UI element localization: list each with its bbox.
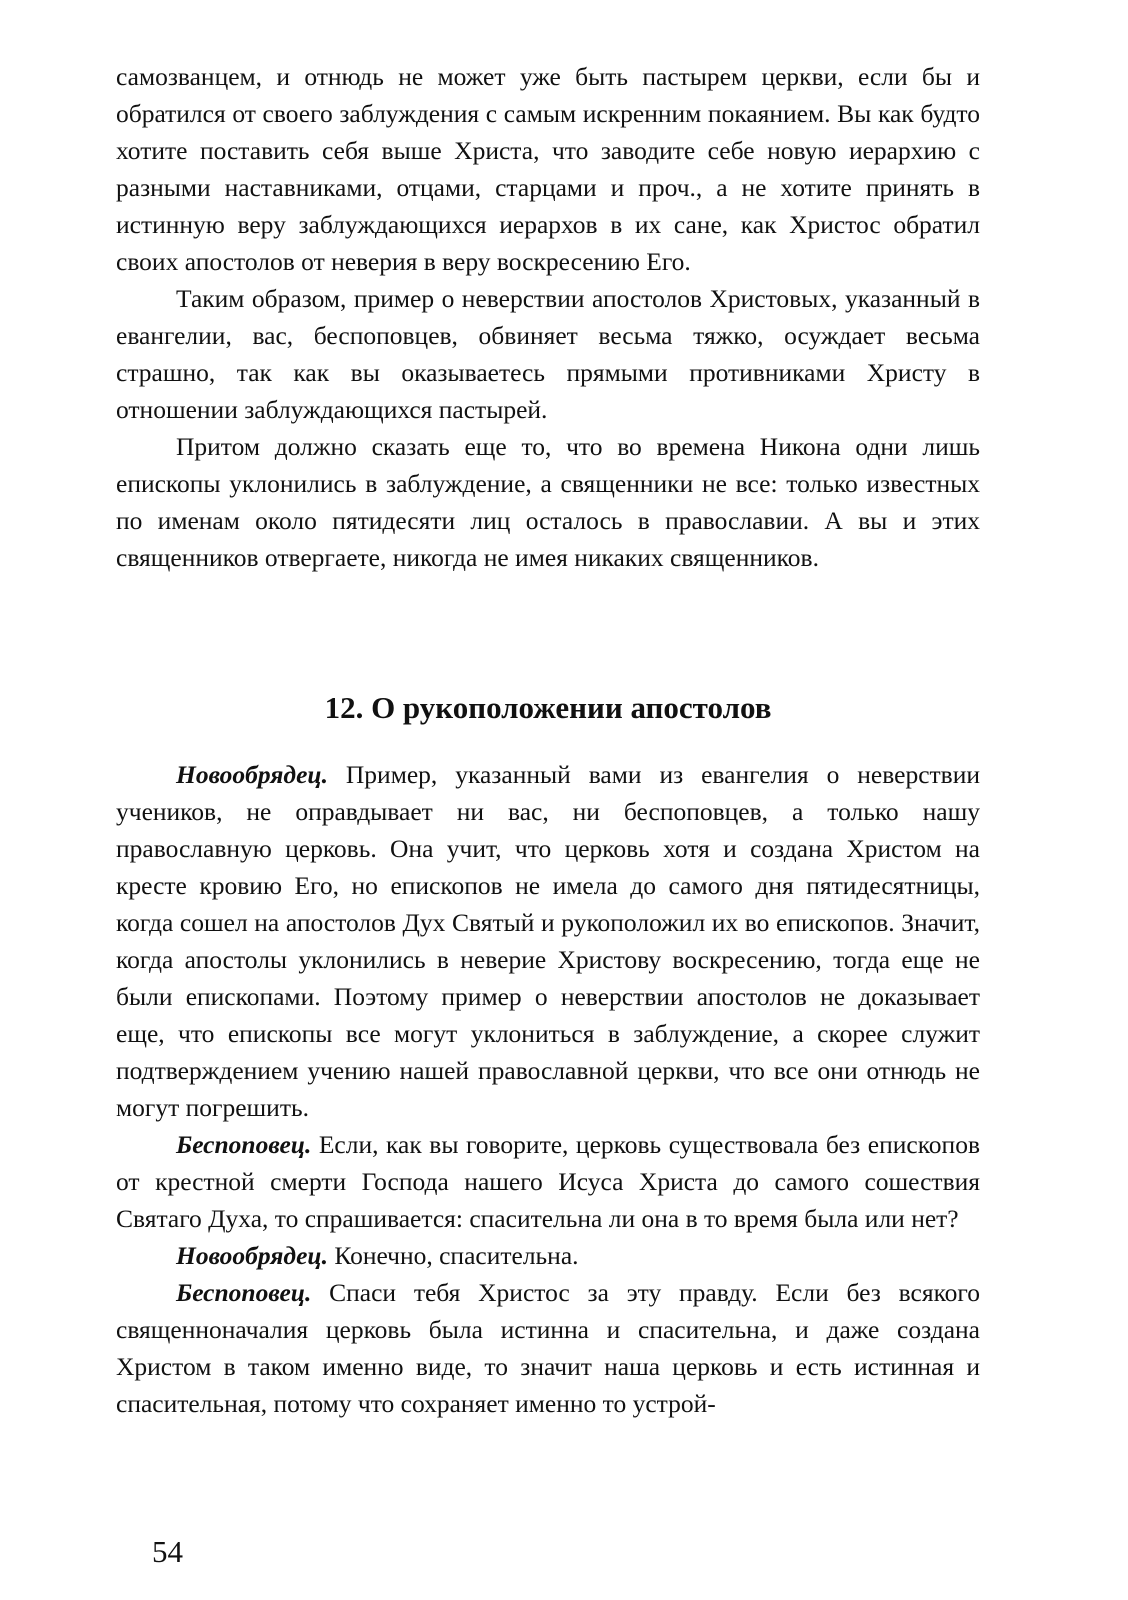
dialogue-paragraph bbox=[116, 756, 980, 1126]
speaker-label: Новообрядец. bbox=[176, 760, 328, 789]
section-heading: 12. О рукоположении апостолов bbox=[324, 690, 772, 725]
speaker-label: Беспоповец. bbox=[176, 1130, 312, 1159]
speaker-label: Новообрядец. bbox=[176, 1241, 328, 1270]
dialogue-text: Если, как вы говорите, церковь существовала без епископов от крестной смерти Господа нашего Исуса Христа до самого сошествия Святаго Духа, то спрашивается: спасительна ли она в то время была или нет? bbox=[116, 1130, 980, 1233]
dialogue-paragraph bbox=[116, 1237, 980, 1274]
dialogue-paragraph bbox=[116, 1274, 980, 1422]
dialogue-text: Конечно, спасительна. bbox=[327, 1241, 579, 1270]
paragraph: самозванцем, и отнюдь не может уже быть пастырем церкви, если бы и обратился от своего заблуждения с самым искренним покаянием. Вы как будто хотите поставить себя выше Христа, что заводите себе новую иерархию с разными наставниками, отцами, старцами и проч., а не хотите принять в истинную веру заблуждающихся иерархов в их сане, как Христос обратил своих апостолов от неверия в веру воскресению Его. bbox=[116, 62, 980, 276]
dialogue-block bbox=[116, 756, 980, 1422]
paragraph: Притом должно сказать еще то, что во времена Никона одни лишь епископы уклонились в заблуждение, а священники не все: только известных по именам около пятидесяти лиц осталось в православии. А вы и этих священников отвергаете, никогда не имея никаких священников. bbox=[116, 432, 980, 572]
dialogue-text: Пример, указанный вами из евангелия о неверствии учеников, не оправдывает ни вас, ни беспоповцев, а только нашу православную церковь. Она учит, что церковь хотя и создана Христом на кресте кровию Его, но епископов не имела до самого дня пятидесятницы, когда сошел на апостолов Дух Святый и рукоположил их во епископов. Значит, когда апостолы уклонились в неверие Христову воскресению, тогда еще не были епископами. Поэтому пример о неверствии апостолов не доказывает еще, что епископы все могут уклониться в заблуждение, а скорее служит подтверждением учению нашей православной церкви, что все они отнюдь не могут погрешить. bbox=[116, 760, 980, 1122]
paragraph: Таким образом, пример о неверствии апостолов Христовых, указанный в евангелии, вас, беспоповцев, обвиняет весьма тяжко, осуждает весьма страшно, так как вы оказываетесь прямыми противниками Христу в отношении заблуждающихся пастырей. bbox=[116, 284, 980, 424]
page-number: 54 bbox=[152, 1534, 183, 1569]
speaker-label: Беспоповец. bbox=[176, 1278, 312, 1307]
dialogue-paragraph bbox=[116, 1126, 980, 1237]
text-block-top bbox=[116, 58, 980, 576]
dialogue-text: Спаси тебя Христос за эту правду. Если без всякого священноначалия церковь была истинна и спасительна, и даже создана Христом в таком именно виде, то значит наша церковь и есть истинная и спасительная, потому что сохраняет именно то устрой- bbox=[116, 1278, 980, 1418]
